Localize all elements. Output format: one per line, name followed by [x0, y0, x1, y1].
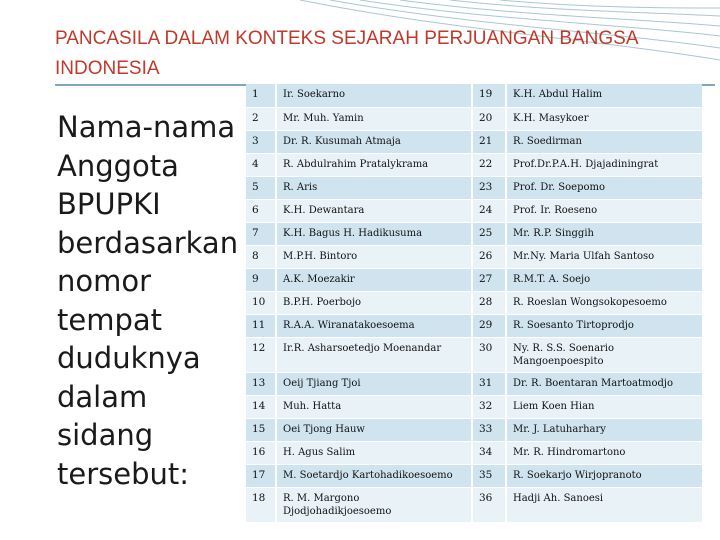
table-row [246, 418, 702, 441]
member-name: Prof. Ir. Roeseno [506, 199, 702, 222]
page-title: PANCASILA DALAM KONTEKS SEJARAH PERJUANGAN BANGSA INDONESIA [55, 28, 638, 79]
seat-number: 36 [472, 487, 506, 522]
seat-number: 22 [472, 153, 506, 176]
seat-number: 16 [246, 441, 276, 464]
member-name: K.H. Dewantara [276, 199, 472, 222]
member-name: M.P.H. Bintoro [276, 245, 472, 268]
table-row [246, 372, 702, 395]
seat-number: 5 [246, 176, 276, 199]
seat-number: 24 [472, 199, 506, 222]
member-name: Mr. R.P. Singgih [506, 222, 702, 245]
intro-text: Nama-nama Anggota BPUPKI berdasarkan nomor tempat duduknya dalam sidang tersebut: [57, 110, 239, 491]
seat-number: 21 [472, 130, 506, 153]
seat-number: 4 [246, 153, 276, 176]
seat-number: 17 [246, 464, 276, 487]
seat-number: 2 [246, 107, 276, 130]
member-name: R. Abdulrahim Pratalykrama [276, 153, 472, 176]
member-name: Mr. J. Latuharhary [506, 418, 702, 441]
seat-number: 14 [246, 395, 276, 418]
member-name: R.A.A. Wiranatakoesoema [276, 314, 472, 337]
member-name: Prof. Dr. Soepomo [506, 176, 702, 199]
seat-number: 20 [472, 107, 506, 130]
member-name: R. Soekarjo Wirjopranoto [506, 464, 702, 487]
member-name: M. Soetardjo Kartohadikoesoemo [276, 464, 472, 487]
member-name: H. Agus Salim [276, 441, 472, 464]
seat-number: 29 [472, 314, 506, 337]
seat-number: 26 [472, 245, 506, 268]
seat-number: 6 [246, 199, 276, 222]
table-row [246, 176, 702, 199]
member-name: B.P.H. Poerbojo [276, 291, 472, 314]
member-name: Mr. R. Hindromartono [506, 441, 702, 464]
table-row [246, 441, 702, 464]
table-row [246, 222, 702, 245]
seat-number: 23 [472, 176, 506, 199]
member-name: K.H. Abdul Halim [506, 84, 702, 107]
table-row [246, 268, 702, 291]
member-name: R. Aris [276, 176, 472, 199]
member-name: R.M.T. A. Soejo [506, 268, 702, 291]
table-row [246, 199, 702, 222]
seat-number: 30 [472, 337, 506, 372]
member-name: Dr. R. Boentaran Martoatmodjo [506, 372, 702, 395]
seat-number: 27 [472, 268, 506, 291]
seat-number: 7 [246, 222, 276, 245]
seat-number: 19 [472, 84, 506, 107]
seat-number: 15 [246, 418, 276, 441]
members-table [246, 84, 702, 523]
seat-number: 9 [246, 268, 276, 291]
member-name: A.K. Moezakir [276, 268, 472, 291]
seat-number: 3 [246, 130, 276, 153]
table-row [246, 337, 702, 372]
member-name: R. Roeslan Wongsokopesoemo [506, 291, 702, 314]
table-row [246, 314, 702, 337]
table-row [246, 395, 702, 418]
member-name: R. Soesanto Tirtoprodjo [506, 314, 702, 337]
seat-number: 8 [246, 245, 276, 268]
member-name: R. Soedirman [506, 130, 702, 153]
member-name: R. M. Margono Djodjohadikjoesoemo [276, 487, 472, 522]
table-row [246, 153, 702, 176]
seat-number: 25 [472, 222, 506, 245]
seat-number: 34 [472, 441, 506, 464]
member-name: K.H. Bagus H. Hadikusuma [276, 222, 472, 245]
member-name: Liem Koen Hian [506, 395, 702, 418]
seat-number: 11 [246, 314, 276, 337]
member-name: Mr. Muh. Yamin [276, 107, 472, 130]
seat-number: 35 [472, 464, 506, 487]
member-name: Mr.Ny. Maria Ulfah Santoso [506, 245, 702, 268]
member-name: Ir. Soekarno [276, 84, 472, 107]
member-name: Ir.R. Asharsoetedjo Moenandar [276, 337, 472, 372]
seat-number: 12 [246, 337, 276, 372]
member-name: Muh. Hatta [276, 395, 472, 418]
member-name: Hadji Ah. Sanoesi [506, 487, 702, 522]
member-name: Prof.Dr.P.A.H. Djajadiningrat [506, 153, 702, 176]
seat-number: 32 [472, 395, 506, 418]
member-name: Ny. R. S.S. Soenario Mangoenpoespito [506, 337, 702, 372]
member-name: Dr. R. Kusumah Atmaja [276, 130, 472, 153]
table-row [246, 84, 702, 107]
member-name: K.H. Masykoer [506, 107, 702, 130]
member-name: Oei Tjong Hauw [276, 418, 472, 441]
seat-number: 33 [472, 418, 506, 441]
table-row [246, 291, 702, 314]
table-row [246, 487, 702, 522]
seat-number: 10 [246, 291, 276, 314]
seat-number: 13 [246, 372, 276, 395]
table-row [246, 107, 702, 130]
seat-number: 1 [246, 84, 276, 107]
seat-number: 18 [246, 487, 276, 522]
seat-number: 28 [472, 291, 506, 314]
table-row [246, 245, 702, 268]
table-row [246, 464, 702, 487]
seat-number: 31 [472, 372, 506, 395]
member-name: Oeij Tjiang Tjoi [276, 372, 472, 395]
members-table-body [246, 84, 702, 522]
table-row [246, 130, 702, 153]
